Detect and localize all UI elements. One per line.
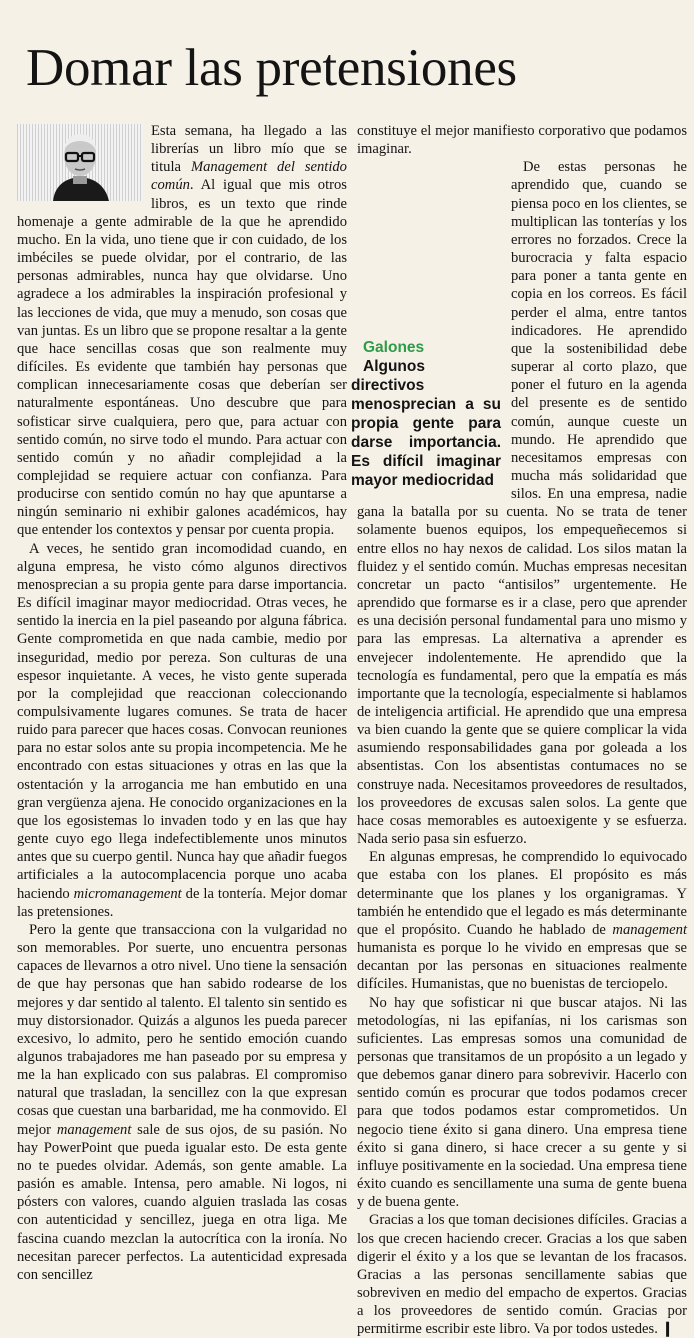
end-mark: ❙: [661, 1321, 674, 1338]
paragraph-6: No hay que sofisticar ni que buscar atajos. Ni las metodologías, ni las epifanías, ni los carismas son suficientes. Las empresas somos una comunidad de personas que transitamos de un propósito a un legado y que debemos ganar dinero para sobrevivir. Hacerlo con sentido común es procurar que todos podamos crecer para que todos podamos estar comprometidos. Un negocio tiene éxito si gana dinero. Una empresa tiene éxito si gana dinero, si hace crecer a su gente y si influye positivamente en la sociedad. Una empresa tiene éxito cuando es sencillamente una suma de gente buena y de buena gente.: [357, 994, 687, 1211]
paragraph-continuation: constituye el mejor manifiesto corporativo que podamos imaginar.: [357, 123, 687, 158]
headline: Domar las pretensiones: [26, 39, 517, 97]
paragraph-2: A veces, he sentido gran incomodidad cuando, en alguna empresa, he visto cómo algunos directivos menosprecian a su propia gente para darse importancia. Es difícil imaginar mayor mediocridad. Otras veces, he sentido la inercia en la piel paseando por alguna fábrica. Gente comprometida en que nada cambie, medio por inseguridad, medio por pereza. Son culturas de una espesor inquietante. A veces, he visto gente superada por la complejidad que reaccionan coleccionando compulsivamente lugares comunes. Se trata de hacer ruido para parecer que haces cosas. Convocan reuniones para no estar solos ante su propia incompetencia. Me he encontrado con estas situaciones y otras en las que la ostentación y la arrogancia me han embutido en una gran vergüenza ajena. He conocido organizaciones en la que los egosistemas lo invaden todo y en las que hay gente cuyo ego llega indefectiblemente unos minutos antes que su cuerpo gentil. Nunca hay que añadir fuegos artificiales a la autocomplacencia porque uno acaba haciendo micromanagement de la tontería. Mejor domar las pretensiones.: [17, 540, 347, 920]
paragraph-5: En algunas empresas, he comprendido lo equivocado que estaba con los planes. El propósito es más determinante que los planes y los organigramas. Y también he entendido que el legado es más determinante que el propósito. Cuando he hablado de management humanista es porque lo he vivido en empresas que se decantan por las personas en situaciones realmente difíciles. Humanistas, que no buenistas de terciopelo.: [357, 849, 687, 993]
left-column: [17, 122, 347, 1284]
pull-quote-label: Galones: [363, 339, 425, 357]
paragraph-3: Pero la gente que transacciona con la vulgaridad no son memorables. Por suerte, uno encuentra personas capaces de llevarnos a otro nivel. Uno tiene la sensación de que hay personas que han sabido rodearse de los mejores y dar sentido al talento. El talento sin sentido es muy distorsionador. Quizás a algunos les pueda parecer excesivo, lo admito, pero he sentido emoción cuando algunos trabajadores me han paseado por su empresa y me la han explicado con sus palabras. El compromiso natural que trasladan, la sencillez con la que expresan cosas que cuestan una barbaridad, me ha conmovido. El mejor management sale de sus ojos, de su pasión. No hay PowerPoint que pueda igualar esto. De esta gente no te puedes olvidar. Además, son gente amable. La pasión es amable. Intensa, pero amable. Ni logos, ni pósters con valores, cuando alguien traslada las cosas con autenticidad y sencillez, juega en otra liga. Me fascina cuando mezclan la autocrítica con la ironía. No necesitan parecer perfectos. La autenticidad expresada con sencillez: [17, 921, 347, 1283]
pull-quote-text: Algunos directivos menosprecian a su propia gente para darse importancia. Es difícil imaginar mayor mediocridad: [351, 358, 501, 490]
paragraph-4: Galones Algunos directivos menosprecian a su propia gente para darse importancia. Es difícil imaginar mayor mediocridad De estas personas he aprendido que, cuando se piensa poco en los clientes, se multiplican las tonterías y los errores no forzados. Crece la burocracia y falta espacio para poner a tanta gente en copia en los correos. Es fácil perder el alma, entre tantos indicadores. He aprendido que la sostenibilidad debe superar al corto plazo, que poner el futuro en la agenda del presente es de sentido común, aunque cueste un mundo. He aprendido que necesitamos empresas con mucha más solidaridad que silos. En una empresa, nadie gana la batalla por su cuenta. No se trata de tener solamente buenos equipos, los empequeñecemos si entre ellos no hay nexos de calidad. Los silos matan la fluidez y el sentido común. Muchas empresas necesitan concretar un pacto “antisilos” urgentemente. He aprendido que formarse es ir a clase, pero que aprender es una decisión personal fundamental para uno mismo y para las empresas. La alternativa a aprender es envejecer indolentemente. He aprendido que la tecnología es fundamental, pero que la empatía es más importante que la tecnología, especialmente si hablamos de inteligencia artificial. He aprendido que una empresa va bien cuando la gente que se quiere complicar la vida asumiendo responsabilidades gana por goleada a los absentistas. Con los absentistas contumaces no se construye nada. Necesitamos proveedores de resultados, los proveedores de excusas salen solos. La gente que hace cosas memorables es autoexigente y se esfuerza. Nada serio pasa sin esfuerzo.: [351, 159, 687, 848]
author-portrait: [17, 124, 143, 201]
right-column: [351, 122, 687, 1338]
pull-quote: [351, 338, 501, 490]
paragraph-1: Esta semana, ha llegado a las librerías un libro mío que se titula Management del sentido común. Al igual que mis otros libros, es un texto que rinde homenaje a gente admirable de la que he aprendido mucho. En la vida, uno tiene que ir con cuidado, de los imbéciles se puede olvidar, por el contrario, de las personas admirables, nunca hay que olvidarse. Uno agradece a los admirables la inspiración profesional y las lecciones de vida, que muy a menudo, son cosas que van juntas. Es un libro que se propone resaltar a la gente que hace sencillas cosas que son realmente muy difíciles. Es evidente que también hay personas que complican innecesariamente cosas que deberían ser naturalmente espontáneas. Uno descubre que para sofisticar sirve cualquiera, pero que, para actuar con sentido común, no sirve todo el mundo. Para actuar con sentido común y no añadir complejidad a la complejidad se requiere actuar con confianza. Para producirse con sentido común no hay que apuntarse a ningún seminario ni exhibir galones académicos, hay que entender los contextos y pensar por cuenta propia.: [17, 123, 347, 539]
paragraph-7: Gracias a los que toman decisiones difíciles. Gracias a los que crecen haciendo crecer. Gracias a los que saben digerir el éxito y a los que se levantan de los fracasos. Gracias a las personas sencillamente sabias que sobreviven en medio del empacho de expertos. Gracias a los proveedores de sentido común. Gracias por permitirme escribir este libro. Va por todos ustedes. ❙: [357, 1212, 687, 1338]
